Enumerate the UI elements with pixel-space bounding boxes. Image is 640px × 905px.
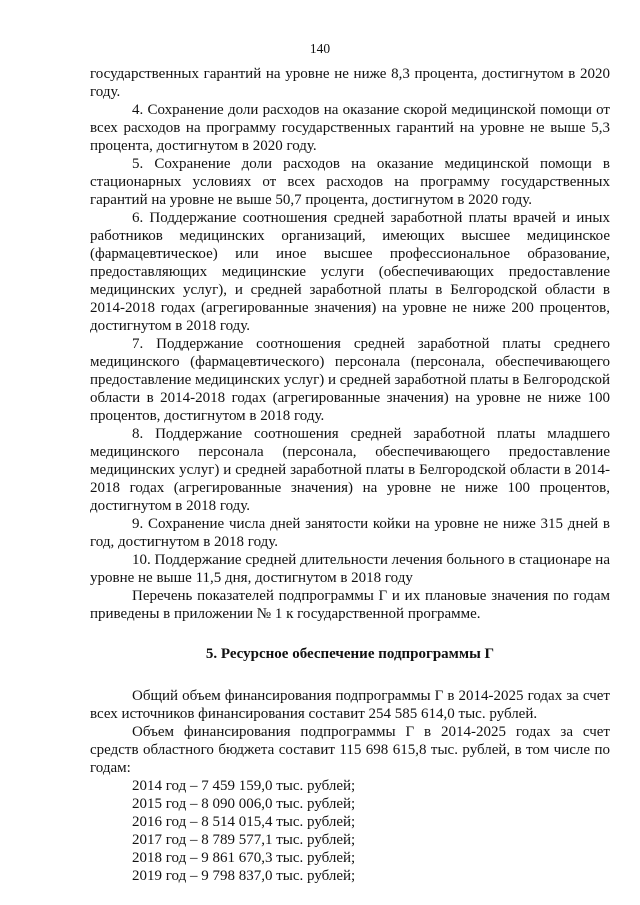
list-item: 2019 год – 9 798 837,0 тыс. рублей; — [132, 868, 356, 884]
list-item: 2017 год – 8 789 577,1 тыс. рублей; — [132, 832, 356, 848]
list-item: 2018 год – 9 861 670,3 тыс. рублей; — [132, 850, 356, 866]
list-item: 2015 год – 8 090 006,0 тыс. рублей; — [132, 796, 356, 812]
paragraph: 6. Поддержание соотношения средней заработной платы врачей и иных работников медицинских организаций, имеющих высшее медицинское (фармацевтическое) или иное высшее профессиональное образование, предоставляющих медицинские услуги (обеспечивающих предоставление медицинских услуг), и средней заработной платы в Белгородской области в 2014-2018 годах (агрегированные значения) на уровне не ниже 200 процентов, достигнутом в 2018 году. — [90, 210, 610, 334]
indicators-list — [90, 65, 610, 623]
list-item: 2016 год – 8 514 015,4 тыс. рублей; — [132, 814, 356, 830]
page-number: 140 — [309, 41, 331, 56]
funding-by-year-list — [90, 777, 610, 885]
page-content — [90, 65, 610, 885]
paragraph: 5. Сохранение доли расходов на оказание медицинской помощи в стационарных условиях от всех расходов на программу государственных гарантий на уровне не выше 50,7 процента, достигнутом в 2020 году. — [90, 156, 610, 208]
list-item: 2014 год – 7 459 159,0 тыс. рублей; — [132, 778, 356, 794]
paragraph: государственных гарантий на уровне не ниже 8,3 процента, достигнутом в 2020 году. — [90, 66, 610, 100]
paragraph: 8. Поддержание соотношения средней заработной платы младшего медицинского персонала (персонала, обеспечивающего предоставление медицинских услуг) и средней заработной платы в Белгородской области в 2014-2018 годах (агрегированные значения) на уровне не ниже 100 процентов, достигнутом в 2018 году. — [90, 426, 610, 514]
paragraph: 10. Поддержание средней длительности лечения больного в стационаре на уровне не выше 11,5 дня, достигнутом в 2018 году — [90, 552, 610, 586]
paragraph: 4. Сохранение доли расходов на оказание скорой медицинской помощи от всех расходов на программу государственных гарантий на уровне не выше 5,3 процента, достигнутом в 2020 году. — [90, 102, 610, 154]
section-heading: 5. Ресурсное обеспечение подпрограммы Г — [205, 646, 495, 662]
paragraph: Общий объем финансирования подпрограммы Г в 2014-2025 годах за счет всех источников финансирования составит 254 585 614,0 тыс. рублей. — [90, 688, 610, 722]
paragraph: 7. Поддержание соотношения средней заработной платы среднего медицинского (фармацевтического) персонала (персонала, обеспечивающего предоставление медицинских услуг) и средней заработной платы в Белгородской области в 2014-2018 годах (агрегированные значения) на уровне не ниже 100 процентов, достигнутом в 2018 году. — [90, 336, 610, 424]
paragraph: 9. Сохранение числа дней занятости койки на уровне не ниже 315 дней в год, достигнутом в 2018 году. — [90, 516, 610, 550]
funding-section — [90, 687, 610, 885]
paragraph: Объем финансирования подпрограммы Г в 2014-2025 годах за счет средств областного бюджета составит 115 698 615,8 тыс. рублей, в том числе по годам: — [90, 724, 610, 776]
paragraph: Перечень показателей подпрограммы Г и их плановые значения по годам приведены в приложении № 1 к государственной программе. — [90, 588, 610, 622]
